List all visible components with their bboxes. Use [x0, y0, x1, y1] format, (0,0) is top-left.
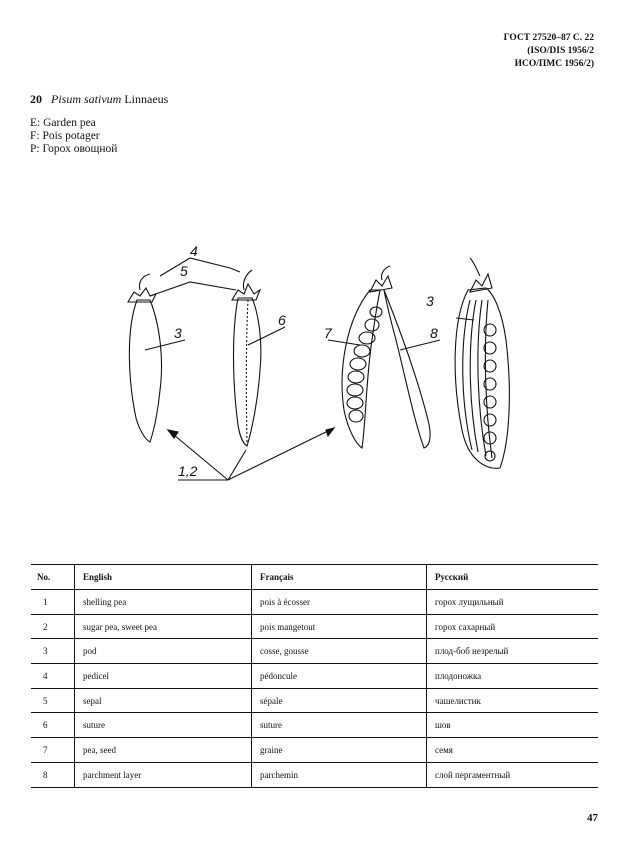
cell-russian: шов	[427, 713, 599, 738]
cell-russian: плодоножка	[427, 664, 599, 689]
cell-french: graine	[252, 738, 427, 763]
french-name: F: Pois potager	[30, 130, 100, 142]
cell-russian: семя	[427, 738, 599, 763]
cell-french: pois mangetout	[252, 614, 427, 639]
pod-open-right-valve	[384, 290, 430, 448]
cell-english: sugar pea, sweet pea	[75, 614, 252, 639]
table-row	[31, 614, 598, 639]
label-3-left: 3	[174, 325, 182, 341]
pea-seeds	[347, 307, 382, 422]
pointer-7	[328, 340, 360, 345]
table-row	[31, 639, 598, 664]
iso-reference-ru: ИСО/ПМС 1956/2)	[514, 59, 594, 69]
suture-line	[246, 300, 248, 444]
cell-french: pédoncule	[252, 664, 427, 689]
table-row	[31, 738, 598, 763]
cell-no: 8	[31, 762, 75, 787]
common-names	[30, 117, 117, 156]
cell-french: suture	[252, 713, 427, 738]
cell-russian: слой пергаментный	[427, 762, 599, 787]
pointer-6	[248, 327, 285, 345]
pedicel-left	[139, 274, 150, 290]
table-row	[31, 762, 598, 787]
entry-number: 20	[30, 92, 42, 106]
cell-french: cosse, gousse	[252, 639, 427, 664]
cell-no: 7	[31, 738, 75, 763]
cell-french: sépale	[252, 688, 427, 713]
cell-russian: горох сахарный	[427, 614, 599, 639]
terms-table	[31, 564, 598, 788]
cell-english: parchment layer	[75, 762, 252, 787]
cell-english: shelling pea	[75, 590, 252, 615]
cell-russian: плод-боб незрелый	[427, 639, 599, 664]
standard-id: ГОСТ 27520–87 С. 22	[503, 33, 594, 43]
label-7: 7	[324, 325, 332, 341]
cell-no: 6	[31, 713, 75, 738]
cell-no: 3	[31, 639, 75, 664]
cell-english: pod	[75, 639, 252, 664]
english-name: E: Garden pea	[30, 117, 96, 129]
pointer-5	[150, 282, 236, 296]
entry-title	[30, 92, 168, 107]
label-12: 1,2	[178, 463, 198, 479]
pedicel-section	[470, 258, 480, 276]
pointer-8	[400, 340, 440, 350]
cell-english: pedicel	[75, 664, 252, 689]
cell-russian: горох лущильный	[427, 590, 599, 615]
latin-name: Pisum sativum	[51, 92, 122, 106]
label-5: 5	[180, 263, 188, 279]
russian-name: P: Горох овощной	[30, 143, 118, 155]
label-6: 6	[278, 312, 286, 328]
iso-reference: (ISO/DIS 1956/2	[527, 46, 594, 56]
header-russian: Русский	[427, 565, 599, 590]
cell-french: pois à écosser	[252, 590, 427, 615]
pedicel-side	[243, 270, 252, 290]
label-8: 8	[430, 325, 438, 341]
pod-closed-left	[129, 300, 161, 442]
cell-french: parchemin	[252, 762, 427, 787]
cell-english: sepal	[75, 688, 252, 713]
table-row	[31, 590, 598, 615]
pea-illustration	[0, 240, 626, 500]
cell-no: 5	[31, 688, 75, 713]
table-header-row	[31, 565, 598, 590]
header-no: No.	[31, 565, 75, 590]
cell-no: 1	[31, 590, 75, 615]
table-row	[31, 688, 598, 713]
table-row	[31, 664, 598, 689]
authority: Linnaeus	[124, 92, 169, 106]
cell-english: pea, seed	[75, 738, 252, 763]
page-number: 47	[587, 812, 598, 824]
header-english: English	[75, 565, 252, 590]
header-french: Français	[252, 565, 427, 590]
cell-no: 4	[31, 664, 75, 689]
pointer-4	[160, 258, 240, 276]
label-3-right: 3	[426, 293, 434, 309]
pointer-3-left	[145, 340, 185, 350]
document-header	[504, 32, 594, 71]
table-row	[31, 713, 598, 738]
cell-english: suture	[75, 713, 252, 738]
label-4: 4	[190, 243, 198, 259]
cell-russian: чашелистик	[427, 688, 599, 713]
cell-no: 2	[31, 614, 75, 639]
